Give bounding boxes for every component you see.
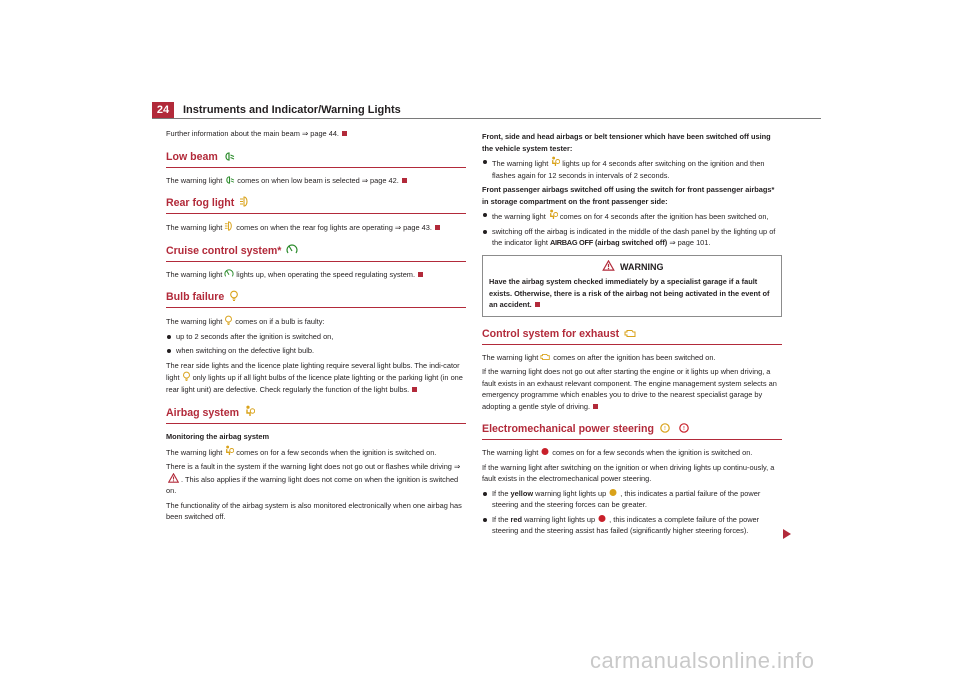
rear-fog-text: The warning light comes on when the rear fog lights are operating ⇒ page 43. <box>166 221 466 234</box>
section-heading-airbag: Airbag system <box>166 405 466 424</box>
warning-title: WARNING <box>489 260 775 274</box>
cruise-control-icon <box>224 269 234 278</box>
section-heading-low-beam: Low beam <box>166 150 466 168</box>
section-heading-exhaust: Control system for exhaust <box>482 327 782 345</box>
low-beam-icon <box>223 152 235 161</box>
warning-box <box>482 255 782 317</box>
running-header: Instruments and Indicator/Warning Lights <box>183 104 401 116</box>
bulb-failure-detail: The rear side lights and the licence plate lighting require several light bulbs. The indi-cator light only lights up if all light bulbs of the licence plate lighting or the parking light (in one rear light unit) are defective. Check regularly the function of the light bulbs. <box>166 360 463 394</box>
end-of-section-mark <box>402 178 407 183</box>
power-steering-red-icon <box>678 423 690 433</box>
steering-text: The warning light comes on for a few seconds when the ignition is switched on. <box>482 448 753 457</box>
right-column <box>482 128 782 540</box>
end-of-section-mark <box>418 272 423 277</box>
section-heading-power-steering: Electromechanical power steering ! ! <box>482 422 782 440</box>
low-beam-icon <box>224 176 235 184</box>
engine-exhaust-icon <box>540 353 551 361</box>
airbag-electronic-monitoring-text: The functionality of the airbag system is also monitored electronically when one airbag has been switched off. <box>166 500 462 521</box>
section-heading-cruise-control: Cruise control system* <box>166 244 466 262</box>
cruise-control-icon <box>286 244 298 255</box>
list-item: switching off the airbag is indicated in the middle of the dash panel by the lighting up of the indicator light AIRBAG OFF (airbag switched off) ⇒ page 101. <box>482 226 782 249</box>
left-column <box>166 128 466 526</box>
airbag-monitoring-text: The warning light comes on for a few seconds when the ignition is switched on. <box>166 445 466 459</box>
airbag-icon <box>550 156 560 167</box>
airbag-icon <box>224 445 234 456</box>
power-steering-yellow-icon <box>608 488 618 497</box>
exhaust-fault-text: If the warning light does not go out after starting the engine or it lights up when driving, a fault exists in an exhaust relevant component. The engine management system selects an emergency programme which enables you to drive to the nearest specialist garage by adopting a gentle style of driving. <box>482 367 777 411</box>
tester-subheading: Front, side and head airbags or belt tensioner which have been switched off using the vehicle system tester: <box>482 132 771 153</box>
airbag-fault-text: There is a fault in the system if the warning light does not go out or flashes while driving ⇒ . This also applies if the warning light does not come on when the ignition is switched on. <box>166 462 461 495</box>
power-steering-red-icon <box>597 514 607 523</box>
section-heading-rear-fog: Rear fog light <box>166 196 466 214</box>
power-steering-red-icon <box>540 447 550 456</box>
bulb-failure-icon <box>229 290 239 301</box>
list-item: The warning light lights up for 4 seconds after switching on the ignition and then flashes again for 12 seconds in intervals of 2 seconds. <box>482 156 782 181</box>
list-item: when switching on the defective light bulb. <box>166 345 466 357</box>
end-of-section-mark <box>535 302 540 307</box>
power-steering-yellow-icon <box>659 423 671 433</box>
engine-exhaust-icon <box>624 329 637 338</box>
list-item: If the red warning light lights up , this indicates a complete failure of the power steering and the steering assist has failed (significantly higher steering forces). <box>482 514 782 537</box>
end-of-section-mark <box>342 131 347 136</box>
section-heading-bulb-failure: Bulb failure <box>166 290 466 308</box>
rear-fog-light-icon <box>239 196 250 207</box>
page-number: 24 <box>152 102 174 119</box>
low-beam-text: The warning light comes on when low beam is selected ⇒ page 42. <box>166 175 466 187</box>
list-item: If the yellow warning light lights up , this indicates a partial failure of the power steering and the steering forces can be greater. <box>482 488 782 511</box>
cruise-control-text: The warning light lights up, when operating the speed regulating system. <box>166 269 466 281</box>
end-of-section-mark <box>412 387 417 392</box>
svg-text:!: ! <box>664 426 666 432</box>
header-rule <box>152 118 821 119</box>
airbag-icon <box>244 405 255 417</box>
bulb-failure-intro: The warning light comes on if a bulb is faulty: <box>166 317 325 326</box>
watermark: carmanualsonline.info <box>590 648 815 673</box>
airbag-monitoring-subheading: Monitoring the airbag system <box>166 432 270 441</box>
bulb-failure-icon <box>224 315 233 325</box>
end-of-section-mark <box>593 404 598 409</box>
bulb-failure-icon <box>182 371 191 381</box>
rear-fog-light-icon <box>224 221 234 231</box>
warning-triangle-icon <box>602 260 615 271</box>
airbag-off-label: AIRBAG OFF <box>549 238 593 247</box>
svg-text:!: ! <box>682 426 685 432</box>
list-item: the warning light comes on for 4 seconds after the ignition has been switched on, <box>482 209 782 223</box>
exhaust-text: The warning light comes on after the ignition has been switched on. <box>482 352 716 362</box>
passenger-airbag-subheading: Front passenger airbags switched off using the switch for front passenger airbags* in storage compartment on the front passenger side: <box>482 185 775 206</box>
airbag-icon <box>548 209 558 220</box>
main-beam-reference: Further information about the main beam ⇒ page 44. <box>166 128 466 140</box>
warning-text: Have the airbag system checked immediately by a specialist garage if a fault exists. Otherwise, there is a risk of the airbag not being activated in the event of an accident. <box>489 277 770 309</box>
next-page-arrow-icon[interactable] <box>783 529 791 539</box>
end-of-section-mark <box>435 225 440 230</box>
warning-triangle-icon <box>168 473 179 483</box>
steering-fault-text: If the warning light after switching on the ignition or when driving lights up continu-ously, a fault exists in the electromechanical power steering. <box>482 462 775 483</box>
list-item: up to 2 seconds after the ignition is switched on, <box>166 331 466 343</box>
